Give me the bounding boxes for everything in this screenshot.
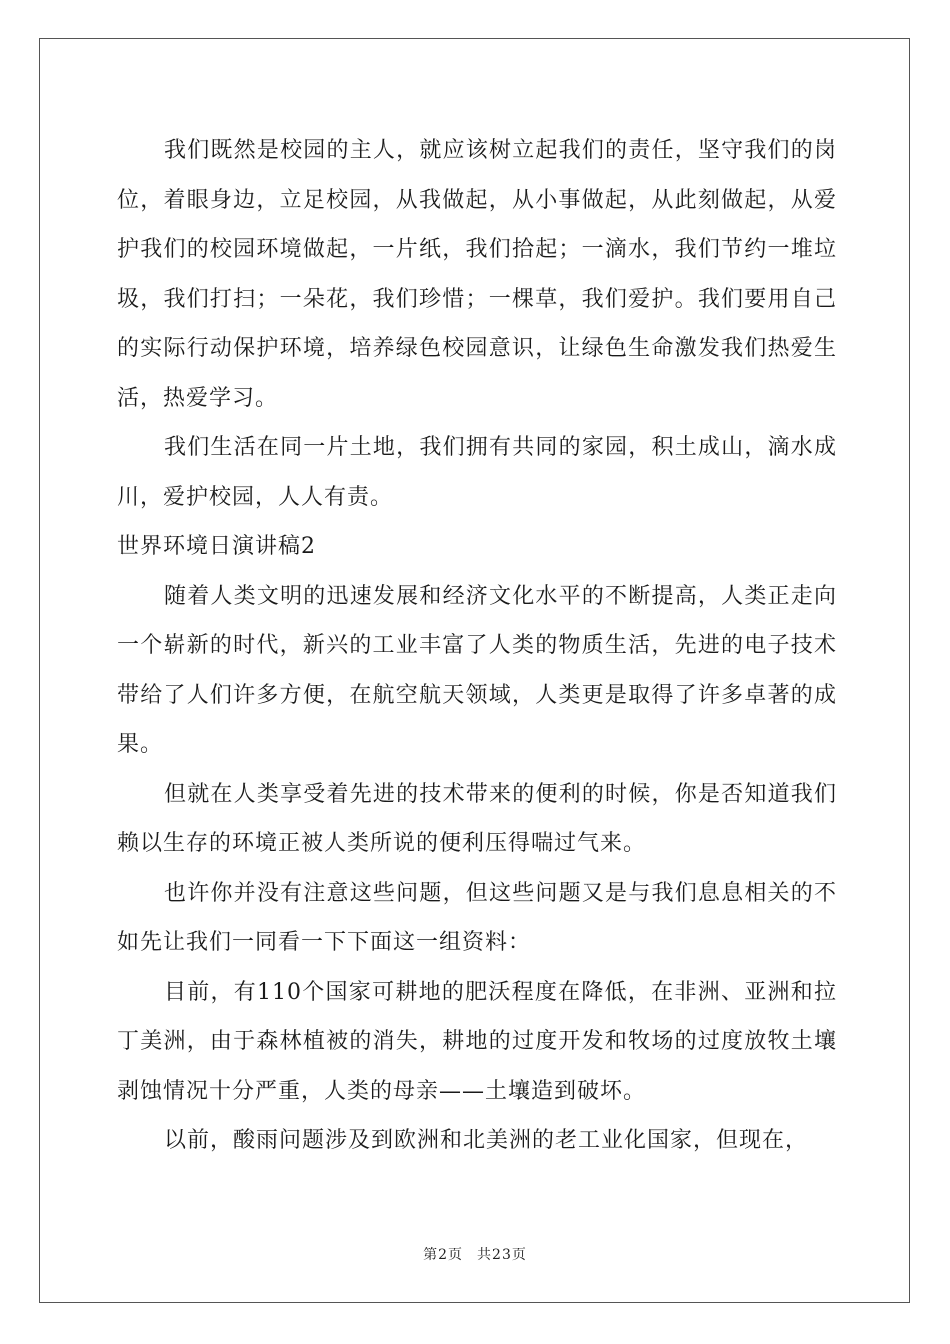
paragraph-7: 以前，酸雨问题涉及到欧洲和北美洲的老工业化国家，但现在，: [164, 1128, 809, 1153]
page-number: 第2页: [423, 1247, 464, 1263]
page-footer: [0, 1244, 950, 1264]
paragraph-4: 但就在人类享受着先进的技术带来的便利的时候，你是否知道我们赖以生存的环境正被人类所说的便利压得喘过气来。: [117, 781, 837, 856]
paragraph-1: 我们既然是校园的主人，就应该树立起我们的责任，坚守我们的岗位，着眼身边，立足校园，从我做起，从小事做起，从此刻做起，从爱护我们的校园环境做起，一片纸，我们拾起；一滴水，我们节约一堆垃圾，我们打扫；一朵花，我们珍惜；一棵草，我们爱护。我们要用自己的实际行动保护环境，培养绿色校园意识，让绿色生命激发我们热爱生活，热爱学习。: [117, 138, 837, 411]
paragraph-6: 目前，有110个国家可耕地的肥沃程度在降低，在非洲、亚洲和拉丁美洲，由于森林植被的消失，耕地的过度开发和牧场的过度放牧土壤剥蚀情况十分严重，人类的母亲——土壤造到破坏。: [117, 979, 837, 1104]
section-heading: 世界环境日演讲稿2: [117, 534, 316, 559]
paragraph-2: 我们生活在同一片土地，我们拥有共同的家园，积土成山，滴水成川，爱护校园，人人有责。: [117, 435, 837, 510]
paragraph-3: 随着人类文明的迅速发展和经济文化水平的不断提高，人类正走向一个崭新的时代，新兴的工业丰富了人类的物质生活，先进的电子技术带给了人们许多方便，在航空航天领域，人类更是取得了许多卓著的成果。: [117, 583, 837, 757]
document-body: [117, 126, 837, 1166]
page-total: 共23页: [477, 1247, 527, 1263]
paragraph-5: 也许你并没有注意这些问题，但这些问题又是与我们息息相关的不如先让我们一同看一下下面这一组资料：: [117, 880, 837, 955]
